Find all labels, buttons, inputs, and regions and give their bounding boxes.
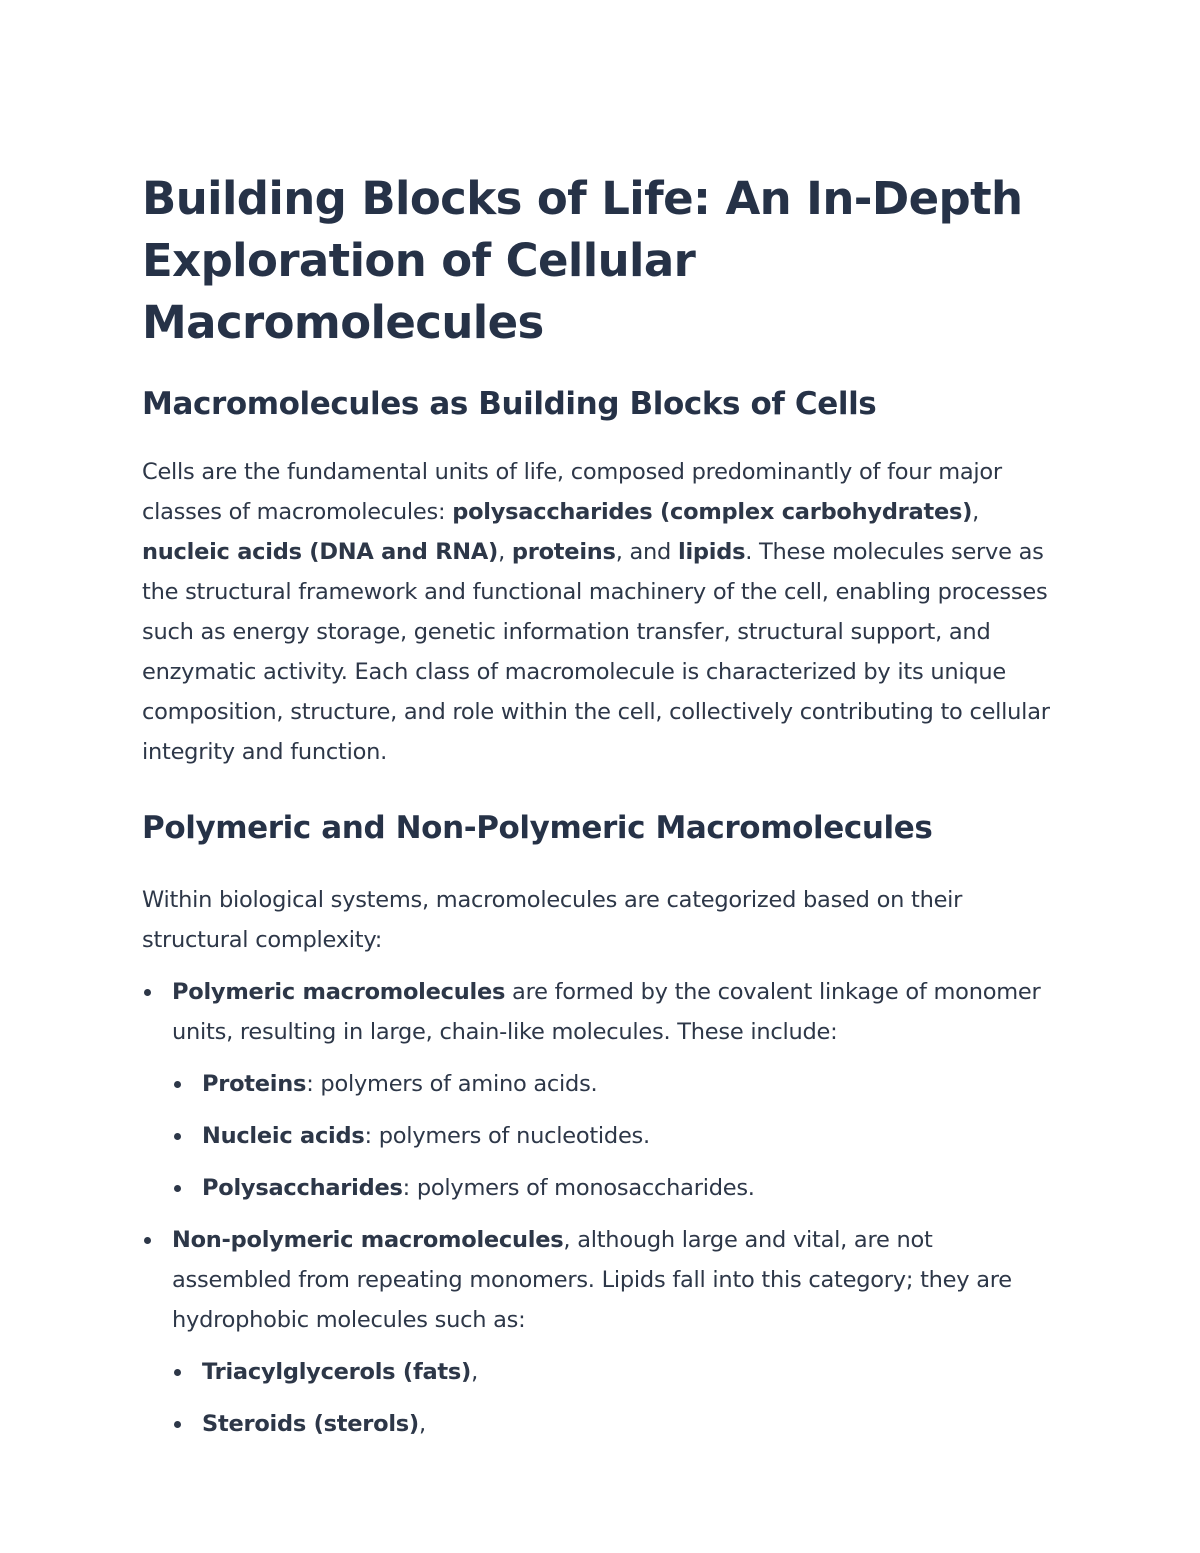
list-item-term: Triacylglycerols (fats)	[202, 1359, 472, 1385]
polymeric-examples-list	[172, 1064, 1050, 1208]
list-item	[172, 1116, 1050, 1156]
list-item	[172, 1352, 1050, 1392]
list-item-term: Polysaccharides	[202, 1175, 403, 1201]
list-item-text: ,	[418, 1411, 426, 1437]
term-polysaccharides: polysaccharides (complex carbohydrates)	[452, 499, 973, 525]
list-item-term: Nucleic acids	[202, 1123, 365, 1149]
list-item-text: : polymers of amino acids.	[306, 1071, 598, 1097]
section-heading-polymeric: Polymeric and Non-Polymeric Macromolecules	[142, 810, 933, 846]
term-proteins: proteins	[511, 539, 616, 565]
term-nucleic-acids: nucleic acids (DNA and RNA)	[142, 539, 499, 565]
document-title: Building Blocks of Life: An In-Depth Exploration of Cellular Macromolecules	[142, 172, 1023, 349]
section-heading-building-blocks: Macromolecules as Building Blocks of Cells	[142, 386, 877, 422]
list-item	[172, 1168, 1050, 1208]
list-item-text: ,	[471, 1359, 479, 1385]
list-item-text: : polymers of nucleotides.	[364, 1123, 650, 1149]
list-item-term: Proteins	[202, 1071, 307, 1097]
macromolecule-category-list	[142, 972, 1050, 1444]
paragraph-text: , and	[615, 539, 678, 565]
paragraph-text: ,	[498, 539, 512, 565]
list-item	[172, 1064, 1050, 1104]
section-intro-polymeric: Within biological systems, macromolecules are categorized based on their structural complexity:	[142, 887, 963, 953]
list-item	[172, 1404, 1050, 1444]
list-item-text: are formed by the covalent linkage of monomer units, resulting in large, chain-like molecules. These include:	[172, 979, 1041, 1045]
paragraph-text: ,	[972, 499, 980, 525]
nonpolymeric-examples-list	[172, 1352, 1050, 1444]
list-item-term: Steroids (sterols)	[202, 1411, 419, 1437]
term-non-polymeric-macromolecules: Non-polymeric macromolecules	[172, 1227, 564, 1253]
list-item-text: , although large and vital, are not assembled from repeating monomers. Lipids fall into this category; they are hydrophobic molecules such as:	[172, 1227, 1012, 1333]
list-item-polymeric	[142, 972, 1050, 1208]
paragraph-text: . These molecules serve as the structural framework and functional machinery of the cell, enabling processes such as energy storage, genetic information transfer, structural support, and enzymatic activity. Each class of macromolecule is characterized by its unique composition, structure, and role within the cell, collectively contributing to cellular integrity and function.	[142, 539, 1050, 765]
paragraph-text: Cells are the fundamental units of life, composed predominantly of four major classes of macromolecules:	[142, 459, 1002, 525]
list-item-nonpolymeric	[142, 1220, 1050, 1444]
term-polymeric-macromolecules: Polymeric macromolecules	[172, 979, 506, 1005]
term-lipids: lipids	[678, 539, 746, 565]
section-paragraph-building-blocks	[142, 452, 1050, 772]
list-item-text: : polymers of monosaccharides.	[402, 1175, 755, 1201]
